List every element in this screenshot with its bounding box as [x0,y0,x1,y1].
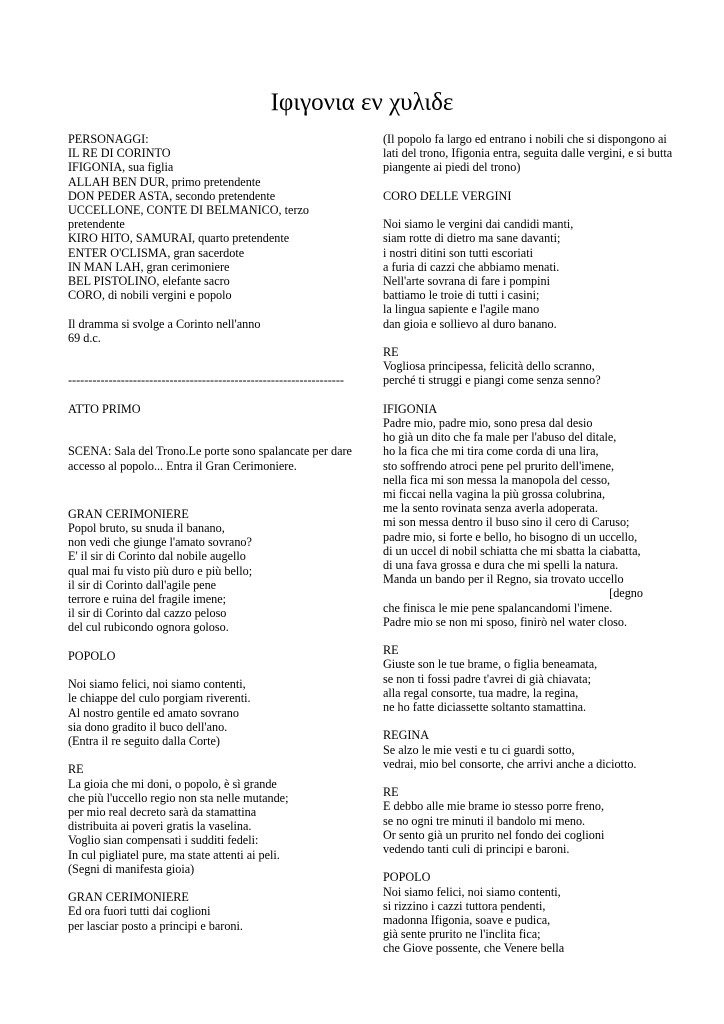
stage-direction: (Il popolo fa largo ed entrano i nobili che si dispongono ai lati del trono, Ifigonia entra, seguita dalle vergini, e si butta piangente ai piedi del trono) [383,132,673,175]
cast-list: PERSONAGGI: IL RE DI CORINTO IFIGONIA, sua figlia ALLAH BEN DUR, primo pretendente DON PEDER ASTA, secondo pretendente UCCELLONE, CONTE DI BELMANICO, terzo pretendente KIRO HITO, SAMURAI, quarto pretendente ENTER O'CLISMA, gran sacerdote IN MAN LAH, gran cerimoniere BEL PISTOLINO, elefante sacro CORO, di nobili vergini e popolo [68,132,310,303]
speech-popolo-2: POPOLO Noi siamo felici, noi siamo contenti, si rizzino i cazzi tuttora pendenti, madonna Ifigonia, soave e pudica, già sente prurito ne l'inclita fica; che Giove possente, che Venere bella [383,870,565,956]
speech-re-4: RE E debbo alle mie brame io stesso porre freno, se no ogni tre minuti il bandolo mi meno. Or sento già un prurito nel fondo dei coglioni vedendo tanti culi di principi e baroni. [383,785,605,857]
setting-note: Il dramma si svolge a Corinto nell'anno 69 d.c. [68,316,261,345]
speech-coro: Noi siamo le vergini dai candidi manti, siam rotte di dietro ma sane davanti; i nostri ditini son tutti escoriati a furia di cazzi che abbiamo menati. Nell'arte sovrana di fare i pompini battiamo le troie di tutti i casini; la lingua sapiente e l'agile mano dan gioia e sollievo al duro banano. [383,217,574,331]
separator-line: -------------------------------------------------------------------- [68,373,344,388]
scene-description: SCENA: Sala del Trono.Le porte sono spalancate per dare accesso al popolo... Entra il Gran Cerimoniere. [68,444,352,473]
speech-ifigonia-2: che finisca le mie pene spalancandomi l'imene. Padre mio se non mi sposo, finirò nel water closo. [383,600,628,629]
speech-gran-cerimoniere-2: GRAN CERIMONIERE Ed ora fuori tutti dai coglioni per lasciar posto a principi e baroni. [68,890,243,933]
speech-ifigonia-1: IFIGONIA Padre mio, padre mio, sono presa dal desio ho già un dito che fa male per l'abuso del ditale, ho la fica che mi tira come corda di una lira, sto soffrendo atroci pene pel prurito dell'imene, nella fica mi son messa la manopola del cesso, mi ficcai nella vagina la più grossa colubrina, me la sento rovinata senza averla adoperata. mi son messa dentro il buso sino il cero di Caruso; padre mio, si forte e bello, ho bisogno di un uccello, di un uccel di nobil schiatta che mi sbatta la ciabatta, di una fava grossa e dura che mi spelli la natura. Manda un bando per il Regno, sia trovato uccello [383,401,641,587]
speaker-coro: CORO DELLE VERGINI [383,188,512,203]
speech-re-3: RE Giuste son le tue brame, o figlia beneamata, se non ti fossi padre t'avrei di già chiavata; alla regal consorte, tua madre, la regina, ne ho fatte diciassette soltanto stamattina. [383,643,598,715]
left-column [68,132,364,933]
speech-re-2: RE Vogliosa principessa, felicità dello scranno, perché ti struggi e piangi come senza senno? [383,345,601,388]
speech-gran-cerimoniere-1: GRAN CERIMONIERE Popol bruto, su snuda il banano, non vedi che giunge l'amato sovrano? E' il sir di Corinto dal nobile augello qual mai fu visto più duro e più bello; il sir di Corinto dall'agile pene terrore e ruina del fragile imene; il sir di Corinto dal cazzo peloso del cul rubicondo ognora goloso. [68,506,253,635]
act-heading: ATTO PRIMO [68,401,141,416]
right-column [383,132,683,956]
speech-regina: REGINA Se alzo le mie vesti e tu ci guardi sotto, vedrai, mio bel consorte, che arrivi anche a diciotto. [383,728,637,771]
speech-re-1: RE La gioia che mi doni, o popolo, è sì grande che più l'uccello regio non sta nelle mutande; per mio real decreto sarà da stamattina distribuita ai poveri gratis la vaselina. Voglio sian compensati i sudditi fedeli: In cul pigliatel pure, ma state attenti ai peli. (Segni di manifesta gioia) [68,762,289,876]
speaker-popolo: POPOLO [68,648,116,663]
speech-ifigonia-continuation: [degno [609,586,643,601]
speech-popolo-1: Noi siamo felici, noi siamo contenti, le chiappe del culo porgiam riverenti. Al nostro gentile ed amato sovrano sia dono gradito il buco dell'ano. (Entra il re seguito dalla Corte) [68,677,251,749]
document-title: Ιφιγονια εν χυλιδε [270,89,454,116]
